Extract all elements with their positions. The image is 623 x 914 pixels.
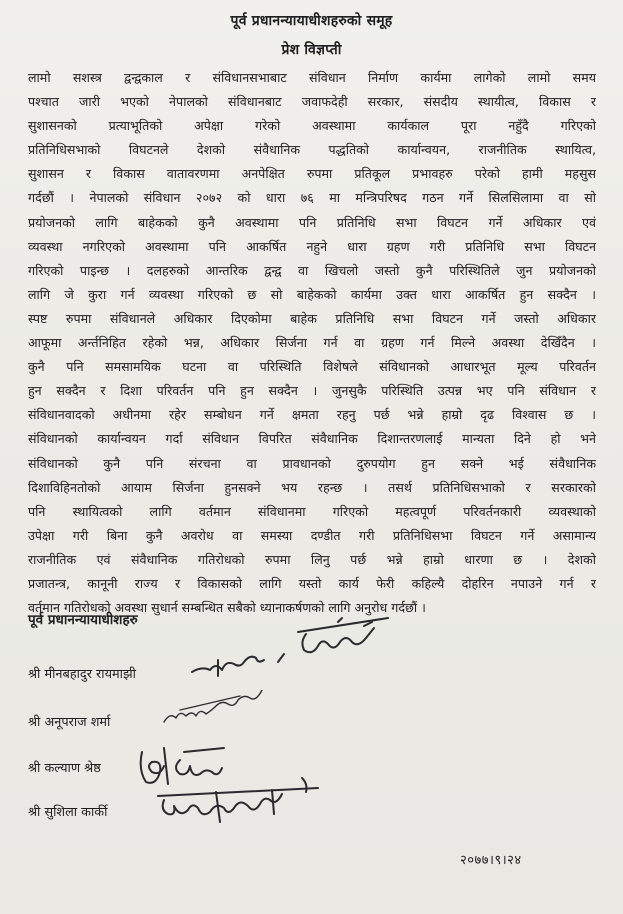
signatory-name: श्री अनूपराज शर्मा <box>28 715 111 730</box>
signature-sharma <box>160 690 270 730</box>
body-line: संविधानको कुनै पनि संरचना वा प्रावधानको दुरुपयोग हुन सक्ने भई संवैधानिक <box>28 455 596 471</box>
body-line: व्यवस्था नगरिएको अवस्थामा पनि आकर्षित नहुने धारा ग्रहण गरी प्रतिनिधि सभा विघटन <box>28 238 596 254</box>
signatory-name: श्री मीनबहादुर रायमाझी <box>28 667 136 682</box>
signature-karki <box>152 772 332 832</box>
body-line: संविधानको कार्यान्वयन गर्दा संविधान विपरित संवैधानिक दिशान्तरणलाई मान्यता दिने हो भने <box>28 431 596 447</box>
signature-raymajhi <box>188 612 408 684</box>
body-line: प्रतिनिधिसभाको विघटनले देशको संवैधानिक पद्धतिको कार्यान्वयन, राजनीतिक स्थायित्व, <box>28 142 596 158</box>
document-date: २०७७।९।२४ <box>460 853 522 868</box>
body-line: गरिएको पाइन्छ । दलहरुको आन्तरिक द्वन्द्व वा खिचलो जस्तो कुनै परिस्थितिले जुन प्रयोजनको <box>28 262 596 278</box>
signatory-name: श्री कल्याण श्रेष्ठ <box>28 761 101 776</box>
body-line: प्रजातन्त्र, कानूनी राज्य र विकासको लागि यस्तो कार्य फेरी कहिल्यै दोहरिन नपाउने गर्न र <box>28 575 596 591</box>
body-line: सुशासनको प्रत्याभूतिको अपेक्षा गरेको अवस्थामा कार्यकाल पूरा नहुँदै गरिएको <box>28 118 596 134</box>
body-line: गर्दछौं । नेपालको संविधान २०७२ को धारा ७६ मा मन्त्रिपरिषद गठन गर्ने सिलसिलामा वा सो <box>28 190 596 206</box>
body-line: सुशासन र विकास वातावरणमा अनपेक्षित रुपमा प्रतिकूल प्रभावहरु परेको हामी महसुस <box>28 166 596 182</box>
document-title: पूर्व प्रधानन्यायाधीशहरुको समूह <box>230 13 393 29</box>
signatories-heading: पूर्व प्रधानन्यायाधीशहरु <box>28 612 138 628</box>
body-line: कुनै पनि समसामयिक घटना वा परिस्थिति विशेषले संविधानको आधारभूत मूल्य परिवर्तन <box>28 359 596 375</box>
body-line: आफूमा अर्न्तनिहित रहेको भन्न, अधिकार सिर्जना गर्न वा ग्रहण गर्न मिल्ने अवस्था देखिँदैन । <box>28 335 596 351</box>
body-line: स्पष्ट रुपमा संविधानले अधिकार दिएकोमा बाहेक प्रतिनिधि सभा विघटन गर्ने जस्तो अधिकार <box>28 310 596 326</box>
body-line: राजनीतिक एवं संवैधानिक गतिरोधको रुपमा लिनु पर्छ भन्ने हाम्रो धारणा छ । देशको <box>28 551 596 567</box>
body-line: पनि स्थायित्वको लागि वर्तमान संविधानमा गरिएको महत्वपूर्ण परिवर्तनकारी व्यवस्थाको <box>28 503 596 519</box>
body-line: दिशाविहिनतोको आयाम सिर्जना हुनसक्ने भय रहन्छ । तसर्थ प्रतिनिधिसभाको र सरकारको <box>28 479 596 495</box>
body-line: संविधानवादको अधीनमा रहेर सम्बोधन गर्ने क्षमता रहनु पर्छ भन्ने हाम्रो दृढ विश्वास छ । <box>28 407 596 423</box>
body-line: पश्चात जारी भएको नेपालको संविधानबाट जवाफदेही सरकार, संसदीय स्थायीत्व, विकास र <box>28 94 596 110</box>
body-line: उपेक्षा गरी बिना कुनै अवरोध वा समस्या दण्डीत गरी प्रतिनिधिसभा विघटन गर्ने असामान्य <box>28 527 596 543</box>
body-line: लागि जे कुरा गर्न व्यवस्था गरिएको छ सो बाहेकको कार्यमा उक्त धारा आकर्षित हुन सक्दैन । <box>28 286 596 302</box>
body-line: वर्तमान गतिरोधको अवस्था सुधार्न सम्बन्धित सबैको ध्यानाकर्षणको लागि अनुरोध गर्दछौं । <box>28 600 426 616</box>
document-subtitle: प्रेश विज्ञप्ती <box>281 42 342 58</box>
body-line: हुन सक्दैन र दिशा परिवर्तन पनि हुन सक्दैन । जुनसुकै परिस्थिति उत्पन्न भए पनि संविधान र <box>28 383 596 399</box>
press-release-body <box>28 66 596 620</box>
signatory-name: श्री सुशिला कार्की <box>28 805 108 820</box>
body-line: प्रयोजनको लागि बाहेकको कुनै अवस्थामा पनि प्रतिनिधि सभा विघटन गर्ने अधिकार एवं <box>28 214 596 230</box>
body-line: लामो सशस्त्र द्वन्द्वकाल र संविधानसभाबाट संविधान निर्माण कार्यमा लागेको लामो समय <box>28 70 596 85</box>
